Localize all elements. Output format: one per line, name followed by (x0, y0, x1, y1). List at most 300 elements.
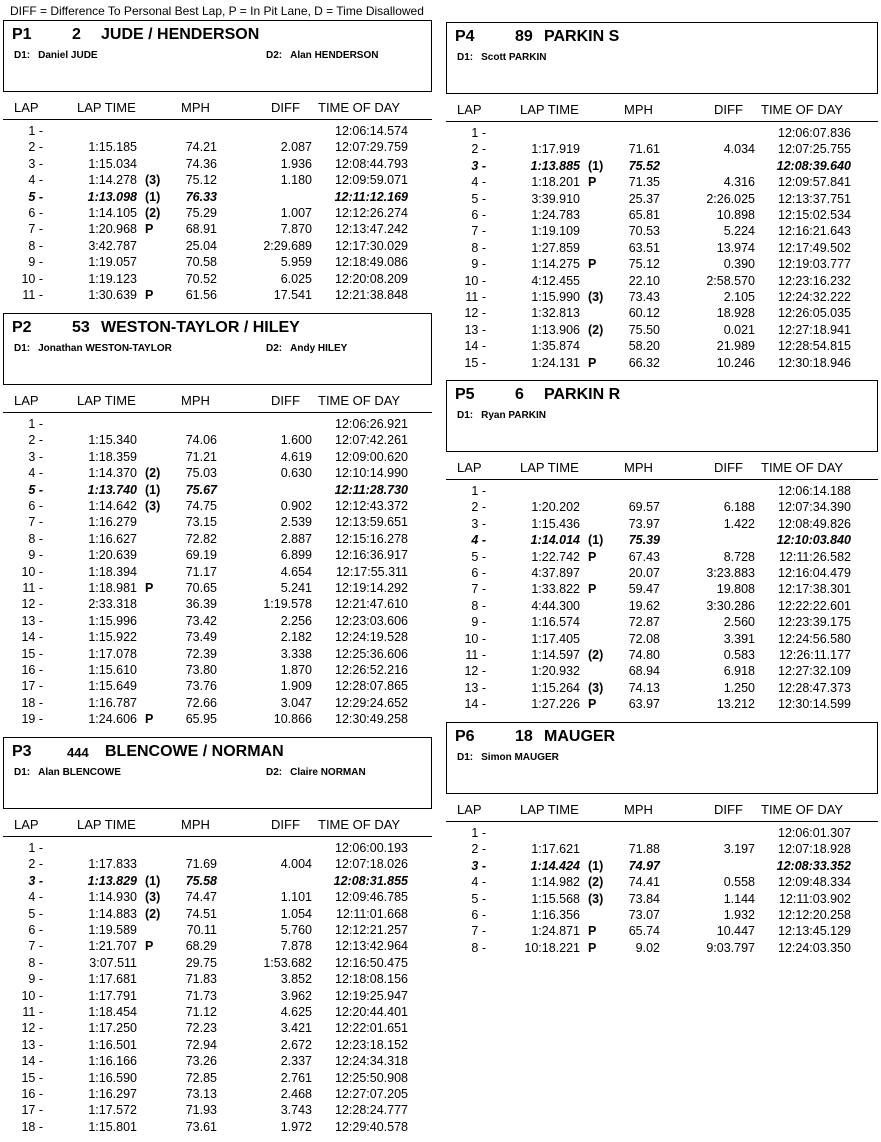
lap-diff: 8.728 (723, 549, 755, 564)
lap-number: 18 - (21, 695, 43, 710)
col-mph: MPH (624, 802, 653, 817)
lap-time-of-day: 12:22:22.601 (778, 598, 851, 613)
lap-time: 1:19.057 (88, 255, 137, 270)
lap-time-of-day: 12:11:26.582 (778, 549, 851, 564)
lap-marker: (2) (588, 875, 604, 890)
lap-row (446, 356, 878, 372)
lap-mph: 70.52 (185, 271, 217, 286)
lap-number: 15 - (21, 1070, 43, 1085)
lap-number: 12 - (464, 664, 486, 679)
lap-row (3, 597, 432, 613)
car-name: JUDE / HENDERSON (101, 26, 260, 43)
driver-1-label: D1: (457, 410, 474, 421)
lap-mph: 22.10 (628, 273, 660, 288)
lap-row (3, 581, 432, 597)
lap-diff: 3.338 (280, 646, 312, 661)
lap-diff: 1.144 (723, 891, 755, 906)
lap-number: 7 - (28, 939, 43, 954)
lap-diff: 4.004 (280, 857, 312, 872)
lap-mph: 74.36 (185, 156, 217, 171)
lap-diff: 18.928 (716, 306, 755, 321)
lap-time-of-day: 12:20:44.401 (335, 1005, 408, 1019)
lap-mph: 74.21 (185, 140, 217, 155)
lap-time-of-day: 12:28:54.815 (778, 339, 851, 354)
lap-row (3, 841, 432, 857)
lap-mph: 73.84 (628, 891, 660, 906)
lap-diff: 3.391 (723, 631, 755, 646)
lap-row (446, 697, 878, 713)
lap-number: 3 - (471, 858, 486, 873)
lap-number: 4 - (28, 173, 43, 188)
lap-time-of-day: 12:06:14.574 (335, 124, 408, 138)
lap-marker: (3) (588, 290, 604, 304)
lap-diff: 1.936 (280, 156, 312, 171)
lap-number: 17 - (21, 1103, 43, 1118)
lap-time: 1:14.642 (88, 499, 137, 513)
col-lap: LAP (14, 817, 39, 832)
car-title (12, 743, 284, 761)
lap-number: 1 - (28, 417, 43, 431)
lap-time: 3:07.511 (89, 955, 137, 970)
lap-mph: 73.15 (185, 515, 217, 530)
lap-diff: 1.870 (280, 663, 312, 677)
lap-number: 9 - (471, 615, 486, 630)
car-title (12, 26, 260, 44)
lap-time: 1:15.801 (88, 1119, 137, 1134)
lap-row (3, 565, 432, 581)
lap-time-of-day: 12:24:03.350 (778, 940, 851, 955)
lap-time: 1:17.833 (88, 857, 137, 872)
lap-number: 1 - (28, 841, 43, 855)
lap-row (3, 1054, 432, 1070)
lap-row (446, 339, 878, 355)
col-time-of-day: TIME OF DAY (761, 460, 844, 475)
lap-marker: (1) (145, 873, 161, 888)
lap-time-of-day: 12:26:11.177 (778, 648, 851, 662)
lap-mph: 72.87 (628, 615, 660, 630)
lap-mph: 29.75 (185, 955, 217, 970)
driver-1 (14, 50, 98, 61)
lap-marker: (1) (588, 158, 604, 173)
driver-1-label: D1: (14, 767, 31, 778)
lap-mph: 72.66 (185, 695, 217, 710)
lap-diff: 7.870 (280, 222, 312, 237)
driver-1 (14, 767, 121, 778)
lap-number: 4 - (471, 875, 486, 890)
lap-mph: 73.76 (185, 679, 217, 694)
lap-time: 1:17.250 (88, 1021, 137, 1036)
lap-diff: 2.182 (280, 630, 312, 645)
lap-number: 4 - (471, 533, 486, 548)
lap-time: 1:14.883 (88, 906, 137, 921)
lap-time-of-day: 12:09:46.785 (335, 890, 408, 905)
lap-time: 1:32.813 (531, 306, 580, 321)
lap-time: 1:18.454 (88, 1005, 137, 1019)
lap-time: 1:24.783 (531, 208, 580, 222)
lap-number: 8 - (471, 240, 486, 255)
lap-time-of-day: 12:26:52.216 (335, 663, 408, 677)
car-title (455, 28, 620, 46)
lap-diff: 2.105 (723, 290, 755, 304)
lap-diff: 1.972 (280, 1119, 312, 1134)
lap-time: 3:39.910 (531, 191, 580, 206)
lap-time: 1:35.874 (531, 339, 580, 354)
car-header (3, 20, 432, 92)
col-mph: MPH (181, 100, 210, 115)
lap-diff: 3.852 (280, 972, 312, 987)
lap-row-best (3, 483, 432, 499)
lap-time-of-day: 12:19:25.947 (335, 988, 408, 1003)
lap-diff: 3.197 (723, 842, 755, 857)
lap-time: 1:13.885 (530, 158, 580, 173)
lap-marker: (1) (588, 533, 604, 548)
lap-number: 10 - (21, 271, 43, 286)
car-header (446, 380, 878, 452)
col-lap-time: LAP TIME (520, 460, 579, 475)
lap-diff: 4.654 (280, 564, 312, 579)
lap-time: 1:14.370 (88, 466, 137, 481)
lap-diff: 2.887 (280, 531, 312, 546)
lap-mph: 73.97 (628, 516, 660, 531)
car-title (455, 386, 621, 404)
driver-2-name: Alan HENDERSON (290, 50, 379, 61)
lap-row (3, 272, 432, 288)
lap-time-of-day: 12:13:37.751 (778, 191, 851, 206)
lap-diff: 3.421 (280, 1021, 312, 1036)
lap-time: 1:17.621 (531, 842, 580, 857)
car-name: BLENCOWE / NORMAN (105, 743, 284, 760)
lap-row-best (446, 159, 878, 175)
lap-diff: 1.054 (280, 906, 312, 921)
lap-diff: 13.212 (716, 697, 755, 712)
driver-1-name: Simon MAUGER (481, 752, 559, 763)
driver-1-name: Alan BLENCOWE (38, 767, 121, 778)
lap-time-of-day: 12:18:08.156 (335, 972, 408, 987)
lap-diff: 21.989 (716, 339, 755, 354)
lap-mph: 25.04 (185, 238, 217, 253)
col-lap-time: LAP TIME (77, 817, 136, 832)
lap-row (3, 1005, 432, 1021)
lap-number: 2 - (28, 433, 43, 448)
lap-row-best (446, 859, 878, 875)
lap-time-of-day: 12:17:49.502 (778, 240, 851, 255)
lap-row-best (3, 874, 432, 890)
car-position: P4 (455, 28, 475, 45)
lap-row (3, 1071, 432, 1087)
driver-2-label: D2: (266, 343, 283, 354)
lap-diff: 2.761 (280, 1070, 312, 1085)
lap-time: 1:17.078 (88, 646, 137, 661)
lap-diff: 3.743 (280, 1103, 312, 1118)
lap-mph: 25.37 (628, 191, 660, 206)
lap-mph: 63.51 (628, 240, 660, 255)
lap-row (446, 224, 878, 240)
lap-diff: 2.468 (280, 1087, 312, 1101)
lap-row (446, 142, 878, 158)
lap-diff: 4.316 (723, 175, 755, 190)
col-diff: DIFF (714, 102, 743, 117)
lap-number: 12 - (21, 1021, 43, 1036)
lap-number: 5 - (471, 549, 486, 564)
lap-mph: 65.74 (628, 924, 660, 939)
lap-time-of-day: 12:19:03.777 (778, 257, 851, 272)
lap-diff: 2:58.570 (706, 273, 755, 288)
col-time-of-day: TIME OF DAY (761, 102, 844, 117)
lap-time: 1:17.572 (88, 1103, 137, 1118)
lap-mph: 74.13 (628, 680, 660, 695)
lap-marker: P (145, 581, 154, 595)
driver-2-label: D2: (266, 50, 283, 61)
lap-mph: 69.19 (185, 548, 217, 563)
lap-number: 5 - (471, 891, 486, 906)
lap-row (3, 433, 432, 449)
lap-number: 7 - (471, 582, 486, 597)
lap-row (3, 712, 432, 728)
lap-number: 2 - (28, 857, 43, 872)
lap-diff: 0.021 (723, 322, 755, 337)
lap-time: 1:16.787 (88, 695, 137, 710)
lap-row (3, 907, 432, 923)
lap-time: 1:17.791 (88, 988, 137, 1003)
col-time-of-day: TIME OF DAY (318, 817, 401, 832)
lap-diff: 1:19.578 (263, 597, 312, 612)
car-number: 2 (72, 26, 81, 43)
lap-marker: (1) (588, 858, 604, 873)
lap-mph: 71.93 (185, 1103, 217, 1118)
lap-time-of-day: 12:12:43.372 (335, 499, 408, 513)
lap-time-of-day: 12:10:14.990 (335, 466, 408, 481)
lap-time: 1:22.742 (531, 549, 580, 564)
lap-number: 5 - (471, 191, 486, 206)
lap-time-of-day: 12:17:30.029 (335, 238, 408, 253)
col-diff: DIFF (714, 802, 743, 817)
lap-mph: 71.73 (185, 988, 217, 1003)
lap-row (446, 664, 878, 680)
car-name: PARKIN R (544, 386, 621, 403)
driver-2 (266, 767, 366, 778)
lap-number: 11 - (465, 290, 486, 304)
lap-time-of-day: 12:28:47.373 (778, 680, 851, 695)
lap-time-of-day: 12:13:45.129 (778, 924, 851, 939)
lap-diff: 2.087 (280, 140, 312, 155)
driver-1-label: D1: (14, 343, 31, 354)
lap-marker: (2) (145, 206, 161, 220)
lap-number: 13 - (464, 322, 486, 337)
lap-mph: 71.83 (185, 972, 217, 987)
lap-number: 1 - (471, 126, 486, 140)
lap-diff: 0.583 (723, 648, 755, 662)
lap-diff: 19.808 (716, 582, 755, 597)
lap-diff: 1.180 (280, 173, 312, 188)
col-diff: DIFF (714, 460, 743, 475)
lap-time-of-day: 12:06:00.193 (335, 841, 408, 855)
lap-number: 7 - (28, 222, 43, 237)
lap-mph: 9.02 (635, 940, 660, 955)
lap-diff: 1.101 (280, 890, 312, 905)
lap-mph: 66.32 (628, 355, 660, 370)
lap-time-of-day: 12:24:19.528 (335, 630, 408, 645)
column-header (446, 456, 878, 480)
driver-1-name: Scott PARKIN (481, 52, 547, 63)
lap-row (446, 126, 878, 142)
lap-number: 9 - (28, 972, 43, 987)
lap-time: 1:19.109 (531, 224, 580, 239)
lap-time-of-day: 12:09:57.841 (778, 175, 851, 190)
lap-mph: 68.29 (185, 939, 217, 954)
lap-number: 8 - (28, 238, 43, 253)
col-time-of-day: TIME OF DAY (318, 100, 401, 115)
lap-mph: 68.91 (185, 222, 217, 237)
lap-row (3, 1038, 432, 1054)
col-lap: LAP (457, 102, 482, 117)
car-title (455, 728, 616, 746)
lap-diff: 2.256 (280, 613, 312, 628)
lap-time-of-day: 12:29:40.578 (335, 1119, 408, 1134)
lap-row (3, 239, 432, 255)
lap-marker: P (588, 697, 597, 712)
col-mph: MPH (181, 393, 210, 408)
lap-diff: 10.866 (273, 712, 312, 727)
lap-number: 8 - (28, 955, 43, 970)
lap-time-of-day: 12:08:39.640 (776, 158, 851, 173)
lap-time-of-day: 12:18:49.086 (335, 255, 408, 270)
col-lap-time: LAP TIME (77, 393, 136, 408)
lap-row (446, 924, 878, 940)
lap-row (3, 288, 432, 304)
lap-diff: 6.188 (723, 500, 755, 515)
lap-number: 2 - (471, 142, 486, 157)
lap-time-of-day: 12:09:00.620 (335, 449, 408, 464)
lap-diff: 6.899 (280, 548, 312, 563)
lap-mph: 73.26 (185, 1054, 217, 1069)
lap-marker: P (588, 549, 597, 564)
lap-time-of-day: 12:27:32.109 (778, 664, 851, 679)
car-header (446, 22, 878, 94)
lap-time-of-day: 12:16:50.475 (335, 955, 408, 970)
col-time-of-day: TIME OF DAY (318, 393, 401, 408)
lap-row-best (3, 190, 432, 206)
lap-time: 4:44.300 (531, 598, 580, 613)
lap-mph: 70.65 (185, 581, 217, 595)
lap-time-of-day: 12:30:18.946 (778, 355, 851, 370)
column-header (446, 98, 878, 122)
lap-number: 16 - (21, 663, 43, 677)
lap-time-of-day: 12:07:42.261 (335, 433, 408, 448)
lap-number: 14 - (21, 1054, 43, 1069)
lap-mph: 75.50 (628, 322, 660, 337)
lap-mph: 75.67 (185, 482, 217, 497)
lap-time-of-day: 12:17:55.311 (335, 564, 408, 579)
lap-row (3, 1087, 432, 1103)
lap-number: 1 - (28, 124, 43, 138)
lap-number: 6 - (471, 908, 486, 922)
lap-time: 1:15.568 (531, 891, 580, 906)
lap-row (3, 614, 432, 630)
lap-mph: 72.39 (185, 646, 217, 661)
lap-time: 1:20.968 (88, 222, 137, 237)
lap-marker: P (588, 175, 597, 190)
lap-number: 3 - (28, 449, 43, 464)
lap-row (3, 663, 432, 679)
lap-row (446, 892, 878, 908)
lap-number: 5 - (28, 906, 43, 921)
lap-marker: (1) (145, 482, 161, 497)
driver-1-name: Daniel JUDE (38, 50, 98, 61)
lap-mph: 74.51 (185, 906, 217, 921)
lap-diff: 4.625 (280, 1005, 312, 1019)
lap-row (3, 222, 432, 238)
lap-time: 1:18.981 (88, 581, 137, 595)
lap-number: 7 - (471, 924, 486, 939)
lap-row (3, 679, 432, 695)
lap-marker: (3) (145, 499, 161, 513)
lap-row (446, 192, 878, 208)
lap-time-of-day: 12:09:59.071 (335, 173, 408, 188)
lap-diff: 5.241 (280, 581, 312, 595)
lap-time: 1:14.424 (530, 858, 580, 873)
lap-mph: 75.58 (185, 873, 217, 888)
lap-number: 14 - (464, 697, 486, 712)
lap-time: 1:17.681 (88, 972, 137, 987)
lap-row (446, 290, 878, 306)
lap-row (3, 140, 432, 156)
lap-number: 10 - (464, 273, 486, 288)
lap-row (3, 939, 432, 955)
lap-number: 10 - (464, 631, 486, 646)
lap-row (3, 1120, 432, 1136)
lap-row (3, 206, 432, 222)
legend-text: DIFF = Difference To Personal Best Lap, P = In Pit Lane, D = Time Disallowed (10, 4, 424, 18)
lap-row (446, 826, 878, 842)
lap-diff: 13.974 (716, 240, 755, 255)
lap-time-of-day: 12:13:59.651 (335, 515, 408, 530)
lap-time-of-day: 12:07:18.026 (335, 857, 408, 872)
lap-time: 1:18.201 (531, 175, 580, 190)
col-lap-time: LAP TIME (520, 802, 579, 817)
col-lap: LAP (457, 802, 482, 817)
lap-diff: 1.250 (723, 680, 755, 695)
lap-time-of-day: 12:16:04.479 (778, 566, 851, 580)
lap-diff: 9:03.797 (706, 940, 755, 955)
lap-row (3, 1103, 432, 1119)
lap-number: 10 - (21, 564, 43, 579)
lap-row (446, 941, 878, 957)
lap-row (446, 566, 878, 582)
lap-marker: P (588, 257, 597, 272)
lap-mph: 59.47 (628, 582, 660, 597)
col-lap-time: LAP TIME (77, 100, 136, 115)
lap-time-of-day: 12:17:38.301 (778, 582, 851, 597)
lap-marker: (2) (588, 322, 604, 337)
lap-marker: (2) (145, 466, 161, 481)
lap-time: 1:21.707 (88, 939, 137, 954)
lap-time-of-day: 12:11:12.169 (334, 189, 408, 204)
lap-number: 7 - (28, 515, 43, 530)
lap-time-of-day: 12:30:14.599 (778, 697, 851, 712)
lap-number: 16 - (21, 1087, 43, 1101)
lap-number: 11 - (465, 648, 486, 662)
lap-time-of-day: 12:28:24.777 (335, 1103, 408, 1118)
lap-time: 1:24.606 (88, 712, 137, 727)
lap-mph: 71.12 (185, 1005, 217, 1019)
driver-1 (457, 52, 547, 63)
lap-mph: 63.97 (628, 697, 660, 712)
lap-time: 1:16.279 (88, 515, 137, 530)
lap-time: 1:13.829 (87, 873, 137, 888)
lap-number: 9 - (28, 255, 43, 270)
lap-time: 1:16.356 (531, 908, 580, 922)
lap-row (446, 500, 878, 516)
